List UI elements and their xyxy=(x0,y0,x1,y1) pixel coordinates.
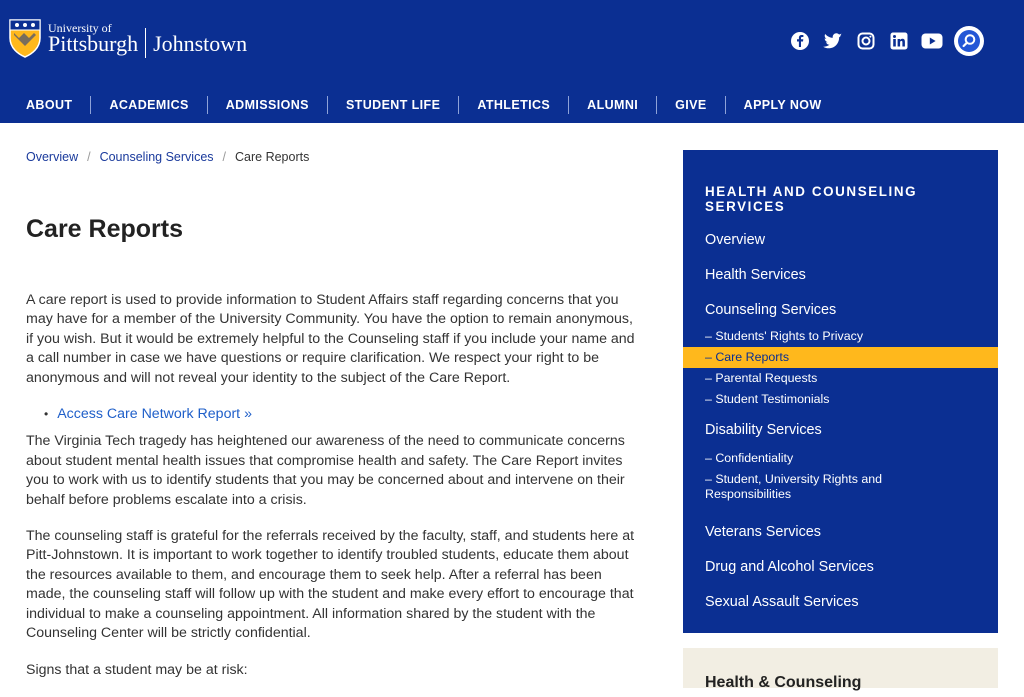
secondary-box-heading: Health & Counseling xyxy=(705,674,862,691)
sidebar-subitem-parental-requests[interactable]: – Parental Requests xyxy=(705,371,818,385)
social-links xyxy=(788,26,984,56)
site-header xyxy=(0,0,1024,123)
link-list xyxy=(44,405,642,424)
intro-paragraph: A care report is used to provide information to Student Affairs staff regarding concerns that you may have for a member of the University Community. You have the option to remain anonymous, if you wish. But it would be extremely helpful to the Counseling staff if you include your name and a call number in case we have questions or require clarification. We respect your right to be anonymous and will not reveal your identity to the subject of the Care Report. xyxy=(26,292,635,386)
search-icon xyxy=(956,28,982,54)
sidebar-subitem-student-rights[interactable]: – Student, University Rights and Responsibilities xyxy=(705,472,883,501)
facebook-icon[interactable] xyxy=(788,29,812,53)
logo-university-text: University of xyxy=(48,20,112,35)
sidebar-subitem-confidentiality[interactable]: – Confidentiality xyxy=(705,451,794,465)
sidebar-item-sexual-assault-services[interactable]: Sexual Assault Services xyxy=(705,594,859,610)
logo-pittsburgh-text: Pittsburgh xyxy=(48,30,139,56)
breadcrumb-separator: / xyxy=(222,150,227,164)
search-button[interactable] xyxy=(954,26,984,56)
sidebar-item-counseling-services[interactable]: Counseling Services xyxy=(705,302,837,318)
sidebar-item-overview[interactable]: Overview xyxy=(705,232,765,248)
nav-alumni[interactable]: ALUMNI xyxy=(568,96,656,114)
sidebar-item-drug-alcohol-services[interactable]: Drug and Alcohol Services xyxy=(705,559,874,575)
nav-apply-now[interactable]: APPLY NOW xyxy=(725,96,840,114)
nav-athletics[interactable]: ATHLETICS xyxy=(458,96,568,114)
virginia-tech-paragraph: The Virginia Tech tragedy has heightened our awareness of the need to communicate concerns about student mental health issues that compromise health and safety. The Care Report invites you to work with us to identify students that you may be concerned about and intervene on their behalf before problems escalate into a crisis. xyxy=(26,433,625,508)
nav-give[interactable]: GIVE xyxy=(656,96,724,114)
linkedin-icon[interactable] xyxy=(887,29,911,53)
nav-academics[interactable]: ACADEMICS xyxy=(90,96,206,114)
care-network-report-link[interactable]: Access Care Network Report » xyxy=(57,406,252,423)
shield-icon xyxy=(8,18,42,58)
list-item xyxy=(44,405,642,424)
sidebar-title: HEALTH AND COUNSELING SERVICES xyxy=(705,184,918,214)
sidebar-subitem-rights-privacy[interactable]: – Students' Rights to Privacy xyxy=(705,329,864,343)
bullet-icon: • xyxy=(44,407,49,422)
twitter-icon[interactable] xyxy=(821,29,845,53)
sidebar-subitem-student-testimonials[interactable]: – Student Testimonials xyxy=(705,392,830,406)
breadcrumb xyxy=(26,150,309,164)
logo-divider xyxy=(145,28,146,58)
breadcrumb-separator: / xyxy=(87,150,91,164)
sidebar-item-disability-services[interactable]: Disability Services xyxy=(705,422,822,438)
sidebar-nav xyxy=(683,150,998,633)
secondary-sidebar-box xyxy=(683,648,998,691)
logo-wordmark xyxy=(48,22,138,55)
sidebar-subitem-care-reports[interactable]: – Care Reports xyxy=(683,347,998,368)
referrals-paragraph: The counseling staff is grateful for the referrals received by the faculty, staff, and students here at Pitt-Johnstown. It is important to work together to identify troubled students, educate them about the resources available to them, and encourage them to seek help. After a referral has been made, the counseling staff will follow up with the student and make every effort to encourage that individual to make a counseling appointment. All information shared by the student with the Counseling Center will be strictly confidential. xyxy=(26,528,635,642)
breadcrumb-overview[interactable]: Overview xyxy=(26,150,79,164)
nav-about[interactable]: ABOUT xyxy=(26,98,73,112)
risk-signs-heading: Signs that a student may be at risk: xyxy=(26,661,248,678)
nav-student-life[interactable]: STUDENT LIFE xyxy=(327,96,458,114)
sidebar-item-veterans-services[interactable]: Veterans Services xyxy=(705,524,821,540)
nav-admissions[interactable]: ADMISSIONS xyxy=(207,96,327,114)
page-title: Care Reports xyxy=(26,215,183,243)
main-content xyxy=(26,291,642,697)
main-nav xyxy=(0,92,840,118)
sidebar-list xyxy=(683,230,998,627)
breadcrumb-counseling[interactable]: Counseling Services xyxy=(99,150,214,164)
youtube-icon[interactable] xyxy=(920,29,944,53)
instagram-icon[interactable] xyxy=(854,29,878,53)
breadcrumb-current: Care Reports xyxy=(235,150,310,164)
university-logo[interactable] xyxy=(8,16,247,60)
logo-campus-text: Johnstown xyxy=(153,31,248,56)
sidebar-item-health-services[interactable]: Health Services xyxy=(705,267,806,283)
